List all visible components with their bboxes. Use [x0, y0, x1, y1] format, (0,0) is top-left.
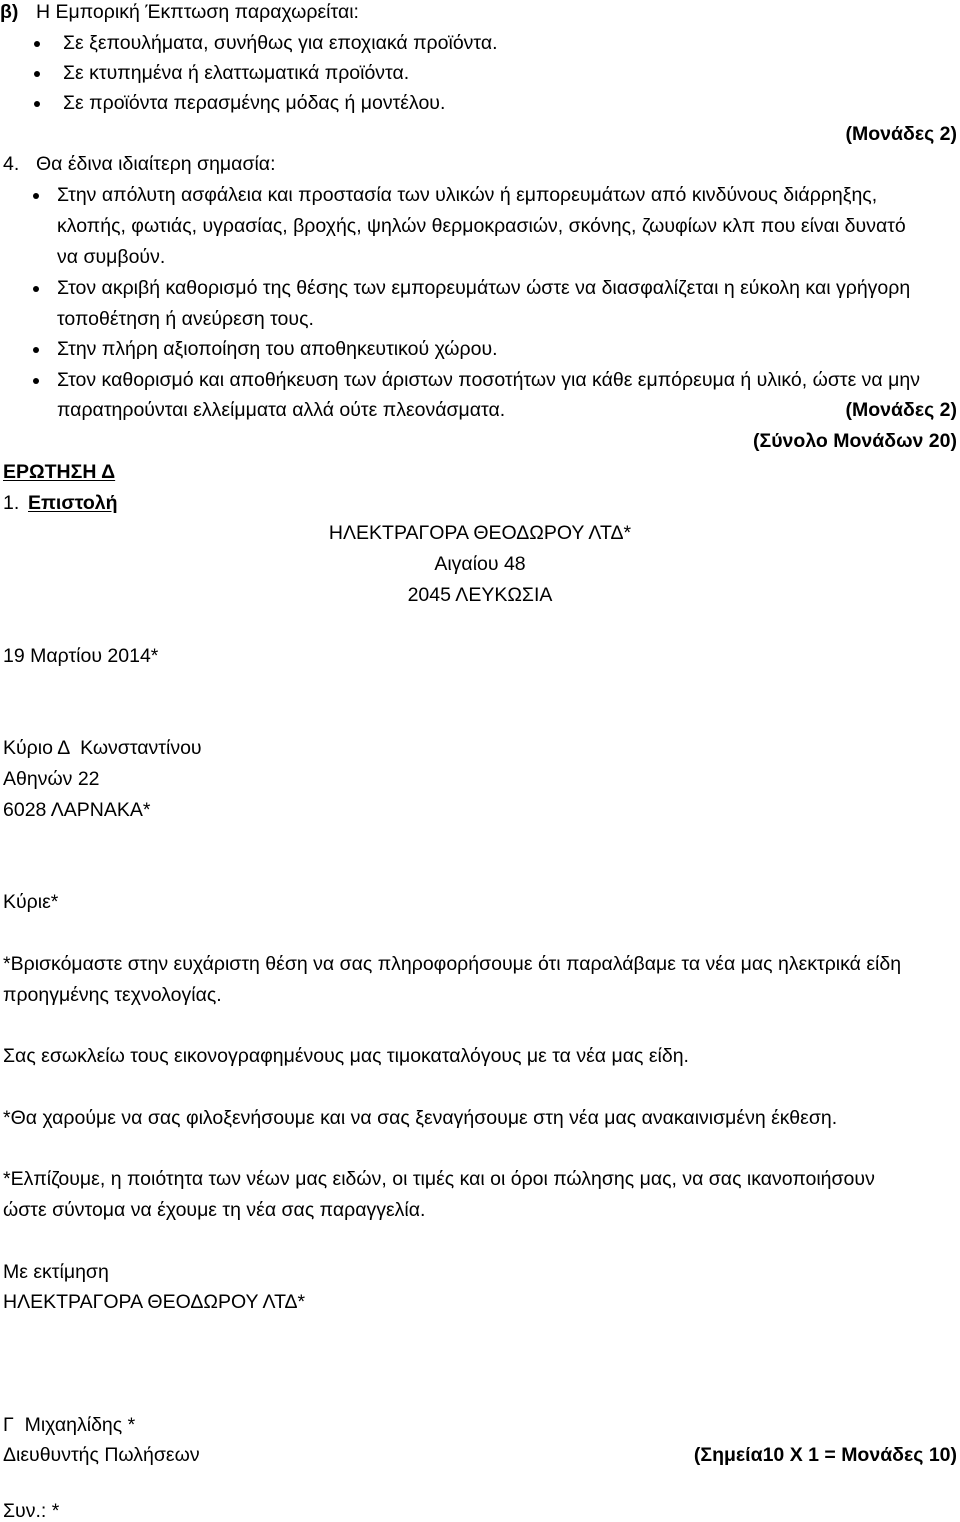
- section-b-label: β): [0, 1, 19, 23]
- sender-city: 2045 ΛΕΥΚΩΣΙΑ: [407, 584, 553, 606]
- question-d-item-title: Επιστολή: [28, 492, 118, 514]
- letter-salutation: Κύριε*: [3, 891, 59, 913]
- bullet-icon: [33, 347, 39, 353]
- signatory-name: Γ Μιχαηλίδης *: [3, 1414, 136, 1436]
- letter-paragraph-line: *Ελπίζουμε, η ποιότητα των νέων μας ειδών, οι τιμές και οι όροι πώλησης μας, να σας ικανοποιήσουν: [3, 1168, 875, 1190]
- letter-paragraph-line: ώστε σύντομα να έχουμε τη νέα σας παραγγελία.: [3, 1199, 426, 1221]
- section-b-item: Σε κτυπημένα ή ελαττωματικά προϊόντα.: [63, 62, 410, 84]
- letter-closing: Με εκτίμηση: [3, 1261, 109, 1283]
- question-4-item-line: να συμβούν.: [57, 246, 166, 268]
- question-4-item-line: Στην απόλυτη ασφάλεια και προστασία των υλικών ή εμπορευμάτων από κινδύνους διάρρηξης,: [57, 184, 878, 206]
- question-4-item-line: κλοπής, φωτιάς, υγρασίας, βροχής, ψηλών θερμοκρασιών, σκόνης, ζωυφίων κλπ που είναι δυνατό: [57, 215, 906, 237]
- question-4-number: 4.: [3, 153, 20, 175]
- bullet-icon: [33, 378, 39, 384]
- sender-street: Αιγαίου 48: [434, 553, 526, 575]
- question-4-item-line: παρατηρούνται ελλείμματα αλλά ούτε πλεονάσματα.: [57, 399, 506, 421]
- letter-marks: (Σημεία10 Χ 1 = Μονάδες 10): [693, 1444, 957, 1466]
- bullet-icon: [34, 101, 40, 107]
- letter-date: 19 Μαρτίου 2014*: [3, 645, 159, 667]
- question-4-item-line: Στον ακριβή καθορισμό της θέσης των εμπορευμάτων ώστε να διασφαλίζεται η εύκολη και γρήγορη: [57, 277, 911, 299]
- question-total-marks: (Σύνολο Μονάδων 20): [753, 430, 957, 452]
- letter-paragraph-line: *Βρισκόμαστε στην ευχάριστη θέση να σας πληροφορήσουμε ότι παραλάβαμε τα νέα μας ηλεκτρικά είδη: [3, 953, 902, 975]
- letter-closing-company: ΗΛΕΚΤΡΑΓΟΡΑ ΘΕΟΔΩΡΟΥ ΛΤΔ*: [3, 1291, 306, 1313]
- recipient-name: Κύριο Δ Κωνσταντίνου: [3, 737, 202, 759]
- question-4-item-line: Στον καθορισμό και αποθήκευση των άριστων ποσοτήτων για κάθε εμπόρευμα ή υλικό, ώστε να μην: [57, 369, 920, 391]
- recipient-city: 6028 ΛΑΡΝΑΚΑ*: [3, 799, 151, 821]
- bullet-icon: [33, 193, 39, 199]
- signatory-title: Διευθυντής Πωλήσεων: [3, 1444, 200, 1466]
- letter-paragraph-line: *Θα χαρούμε να σας φιλοξενήσουμε και να σας ξεναγήσουμε στη νέα μας ανακαινισμένη έκθεση.: [3, 1107, 838, 1129]
- letter-paragraph-line: προηγμένης τεχνολογίας.: [3, 984, 222, 1006]
- bullet-icon: [34, 41, 40, 47]
- question-4-item-line: τοποθέτηση ή ανεύρεση τους.: [57, 308, 314, 330]
- section-b-intro: Η Εμπορική Έκπτωση παραχωρείται:: [36, 1, 359, 23]
- section-b-marks: (Μονάδες 2): [845, 123, 957, 145]
- sender-company: ΗΛΕΚΤΡΑΓΟΡΑ ΘΕΟΔΩΡΟΥ ΛΤΔ*: [328, 522, 632, 544]
- bullet-icon: [33, 286, 39, 292]
- section-b-item: Σε ξεπουλήματα, συνήθως για εποχιακά προϊόντα.: [63, 32, 498, 54]
- question-4-item-line: Στην πλήρη αξιοποίηση του αποθηκευτικού χώρου.: [57, 338, 498, 360]
- letter-enclosures: Συν.: *: [3, 1500, 60, 1522]
- bullet-icon: [34, 71, 40, 77]
- section-b-item: Σε προϊόντα περασμένης μόδας ή μοντέλου.: [63, 92, 446, 114]
- question-4-intro: Θα έδινα ιδιαίτερη σημασία:: [36, 153, 276, 175]
- letter-paragraph-line: Σας εσωκλείω τους εικονογραφημένους μας τιμοκαταλόγους με τα νέα μας είδη.: [3, 1045, 689, 1067]
- question-d-item-number: 1.: [3, 492, 20, 514]
- recipient-street: Αθηνών 22: [3, 768, 100, 790]
- question-4-marks: (Μονάδες 2): [845, 399, 957, 421]
- question-d-heading: ΕΡΩΤΗΣΗ Δ: [3, 461, 116, 483]
